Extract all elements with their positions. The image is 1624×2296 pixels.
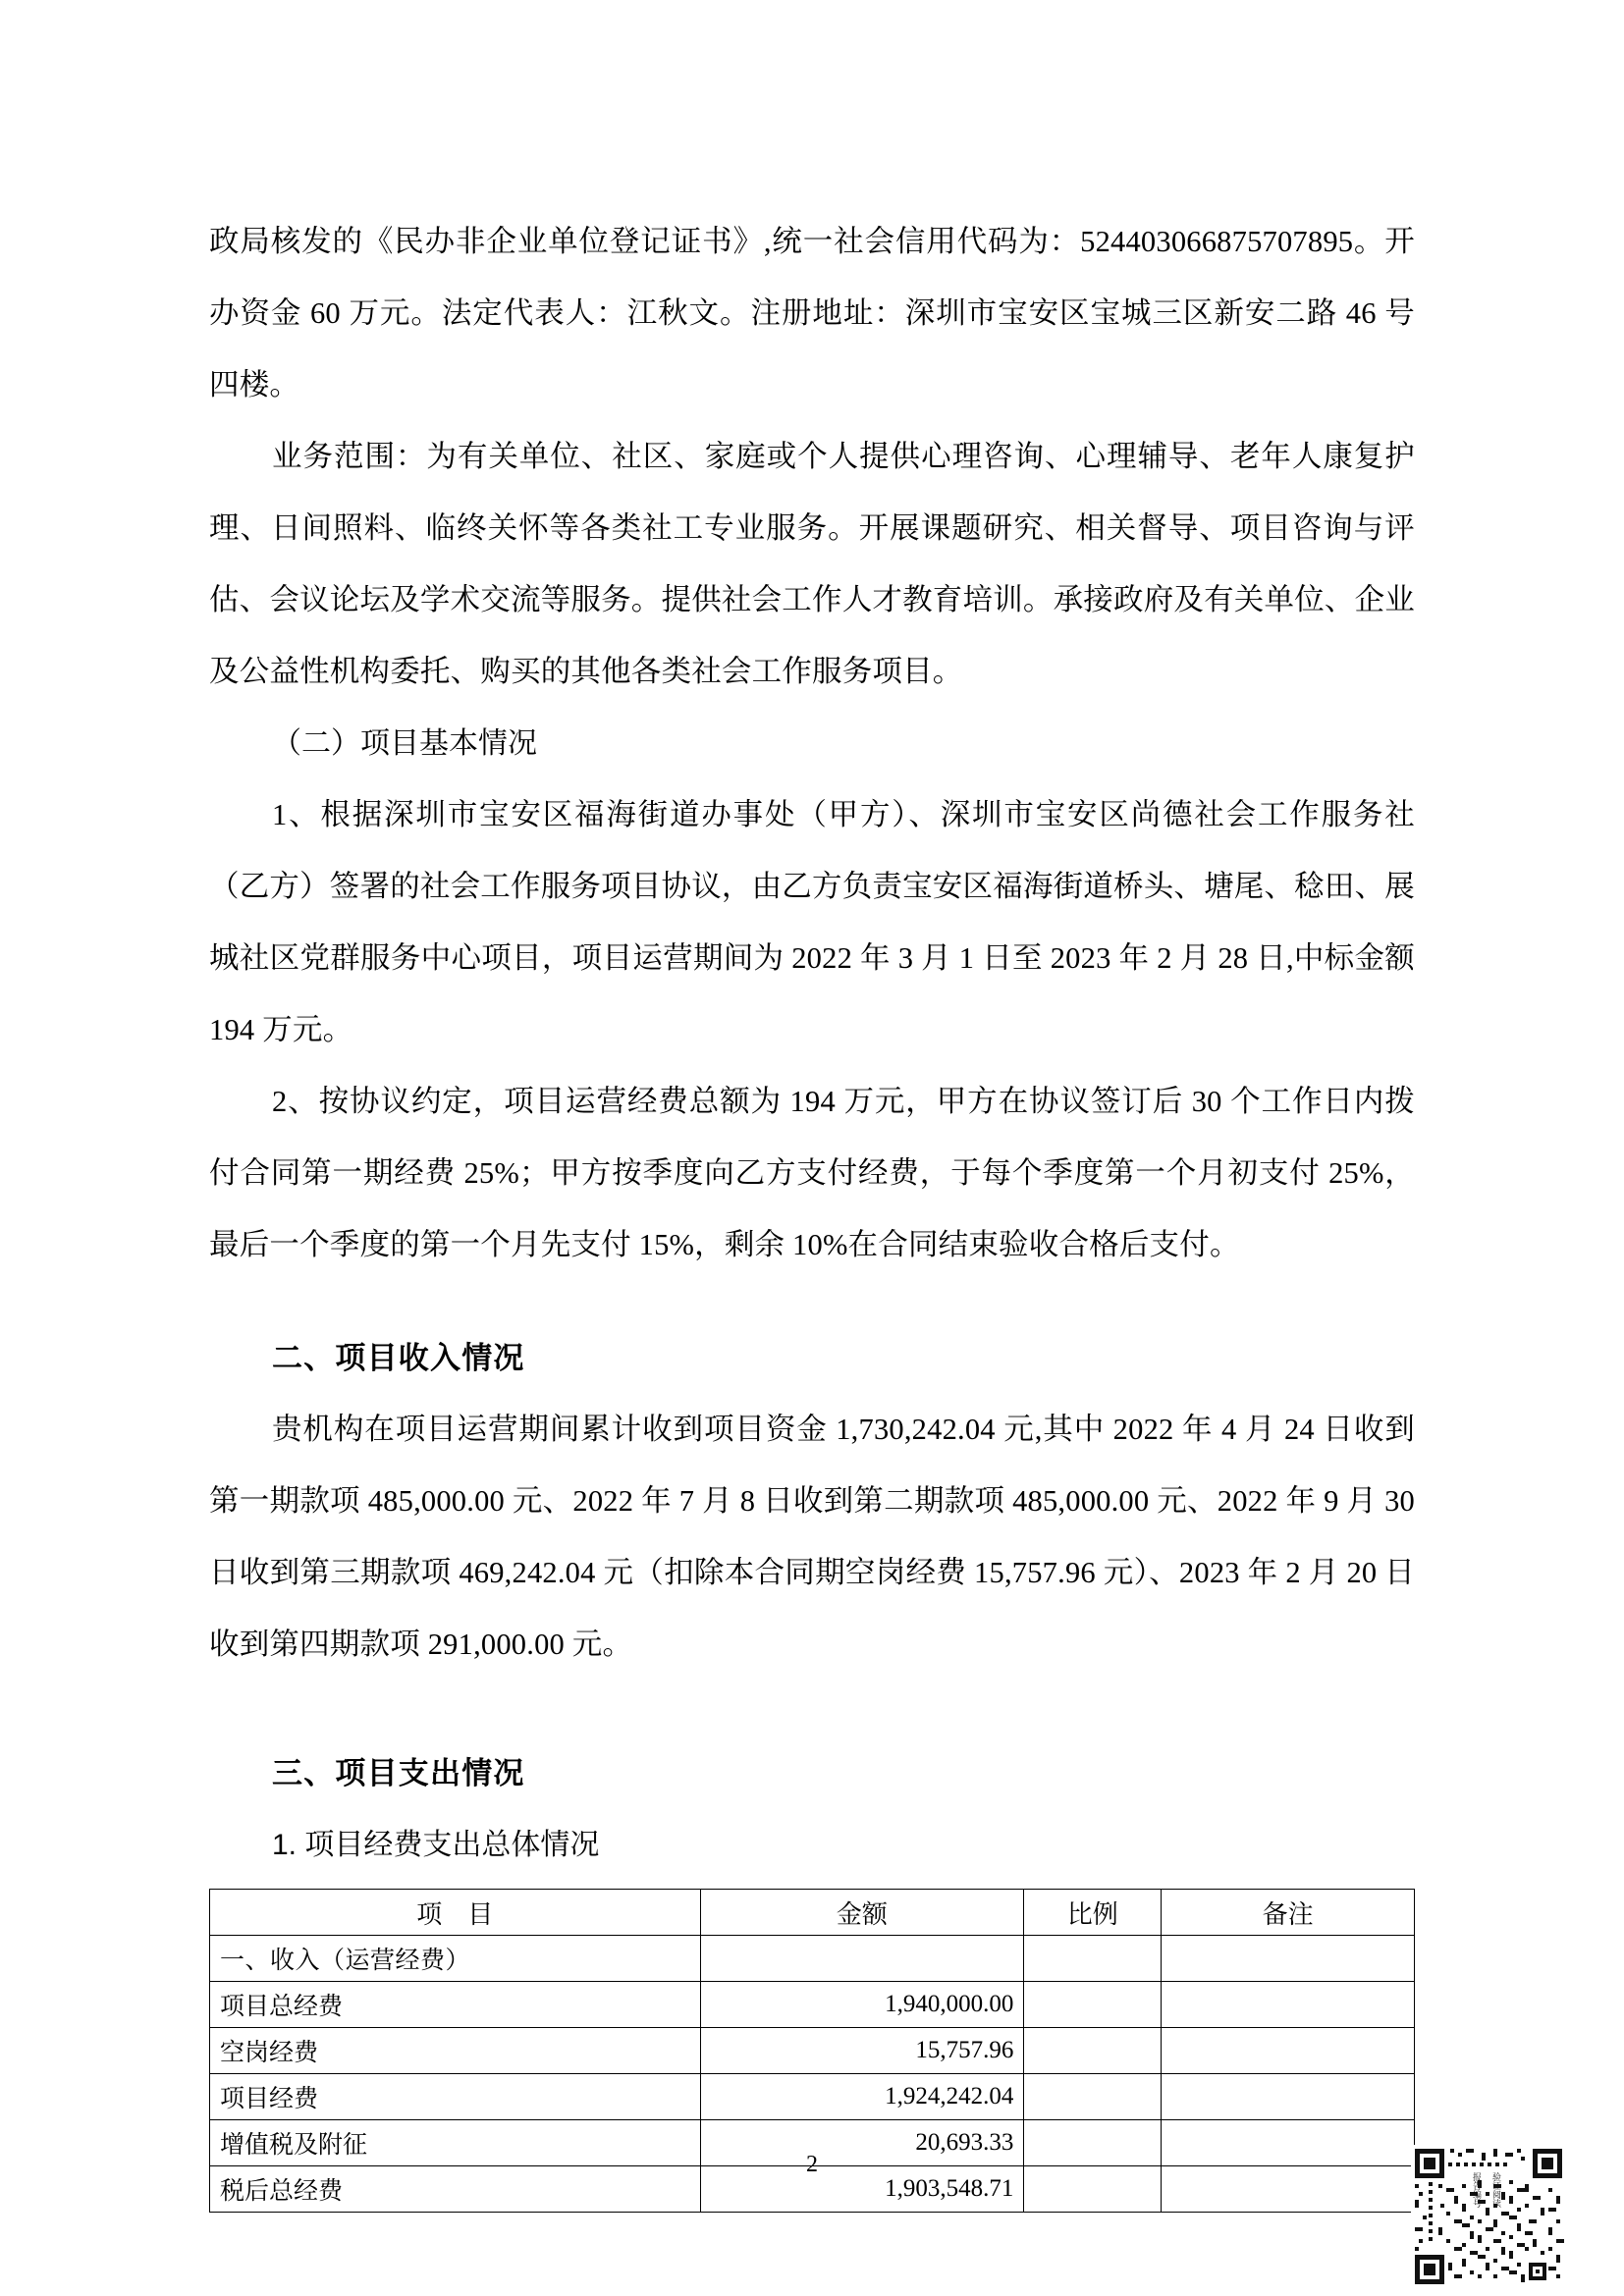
table-row xyxy=(210,2028,1415,2074)
table-row xyxy=(210,1936,1415,1982)
document-body xyxy=(209,206,1415,2213)
table-row xyxy=(210,1982,1415,2028)
paragraph-income-detail: 贵机构在项目运营期间累计收到项目资金 1,730,242.04 元,其中 2022 年 4 月 24 日收到第一期款项 485,000.00 元、2022 年 7 月 8 日收到第二期款项 485,000.00 元、2022 年 9 月 30 日收到第三期款项 469,242.04 元（扣除本合同期空岗经费 15,757.96 元）、2023 年 2 月 20 日收到第四期款项 291,000.00 元。 xyxy=(209,1413,1415,1661)
row-label: 税后总经费 xyxy=(210,2166,701,2213)
column-header-item: 项 目 xyxy=(210,1890,701,1936)
row-remark xyxy=(1162,1936,1415,1982)
row-amount xyxy=(700,1936,1024,1982)
heading-project-income: 二、项目收入情况 xyxy=(272,1341,525,1375)
column-header-ratio: 比例 xyxy=(1024,1890,1162,1936)
row-amount: 15,757.96 xyxy=(700,2028,1024,2074)
row-ratio xyxy=(1024,1936,1162,1982)
table-row xyxy=(210,2074,1415,2120)
row-label: 项目总经费 xyxy=(210,1982,701,2028)
row-amount: 20,693.33 xyxy=(700,2120,1024,2166)
row-remark xyxy=(1162,2074,1415,2120)
qr-overlay-text-1: 报告编号 xyxy=(1472,2172,1482,2208)
row-amount: 1,903,548.71 xyxy=(700,2166,1024,2213)
row-amount: 1,940,000.00 xyxy=(700,1982,1024,2028)
table-header-row xyxy=(210,1890,1415,1936)
row-ratio xyxy=(1024,2074,1162,2120)
page-number: 2 xyxy=(806,2152,818,2177)
row-label: 增值税及附征 xyxy=(210,2120,701,2166)
paragraph-registration-info: 政局核发的《民办非企业单位登记证书》,统一社会信用代码为：524403066875707895。开办资金 60 万元。法定代表人：江秋文。注册地址：深圳市宝安区宝城三区新安二路 46 号四楼。 xyxy=(209,225,1415,401)
paragraph-payment-terms: 2、按协议约定，项目运营经费总额为 194 万元，甲方在协议签订后 30 个工作日内拨付合同第一期经费 25%；甲方按季度向乙方支付经费，于每个季度第一个月初支付 25%，最后一个季度的第一个月先支付 15%，剩余 10%在合同结束验收合格后支付。 xyxy=(209,1085,1415,1261)
row-ratio xyxy=(1024,2028,1162,2074)
row-remark xyxy=(1162,2028,1415,2074)
heading-project-expenditure: 三、项目支出情况 xyxy=(272,1756,525,1790)
column-header-amount: 金额 xyxy=(700,1890,1024,1936)
subheading-expenditure-overview: 1. 项目经费支出总体情况 xyxy=(272,1829,600,1861)
spacer xyxy=(209,1281,1415,1322)
row-amount: 1,924,242.04 xyxy=(700,2074,1024,2120)
spacer xyxy=(209,1681,1415,1737)
subheading-project-basics: （二）项目基本情况 xyxy=(272,727,537,760)
paragraph-business-scope: 业务范围：为有关单位、社区、家庭或个人提供心理咨询、心理辅导、老年人康复护理、日间照料、临终关怀等各类社工专业服务。开展课题研究、相关督导、项目咨询与评估、会议论坛及学术交流等服务。提供社会工作人才教育培训。承接政府及有关单位、企业及公益性机构委托、购买的其他各类社会工作服务项目。 xyxy=(209,440,1415,688)
row-label: 空岗经费 xyxy=(210,2028,701,2074)
row-remark xyxy=(1162,1982,1415,2028)
row-ratio xyxy=(1024,1982,1162,2028)
row-label: 项目经费 xyxy=(210,2074,701,2120)
qr-code-icon xyxy=(1411,2145,1568,2290)
paragraph-project-agreement: 1、根据深圳市宝安区福海街道办事处（甲方）、深圳市宝安区尚德社会工作服务社（乙方）签署的社会工作服务项目协议，由乙方负责宝安区福海街道桥头、塘尾、稔田、展城社区党群服务中心项目，项目运营期间为 2022 年 3 月 1 日至 2023 年 2 月 28 日,中标金额 194 万元。 xyxy=(209,798,1415,1046)
row-label: 一、收入（运营经费） xyxy=(210,1936,701,1982)
column-header-remark: 备注 xyxy=(1162,1890,1415,1936)
qr-overlay-text-2: 验证阅读 xyxy=(1491,2172,1501,2208)
